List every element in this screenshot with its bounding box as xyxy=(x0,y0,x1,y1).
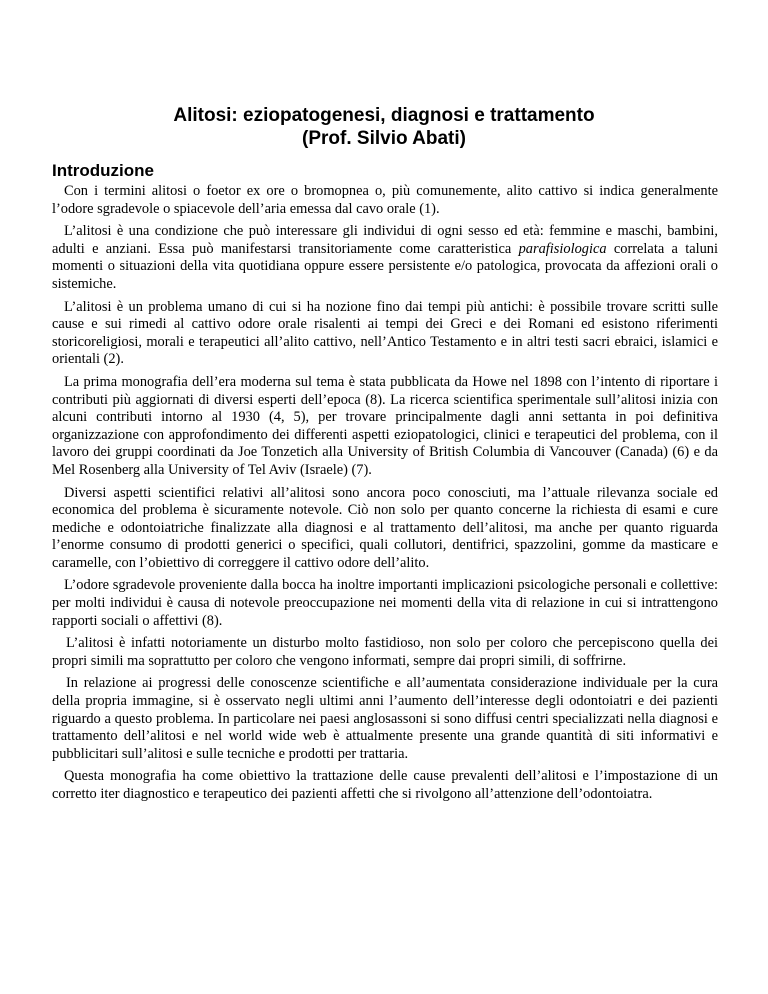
paragraph-5: Diversi aspetti scientifici relativi all’alitosi sono ancora poco conosciuti, ma l’attuale rilevanza sociale ed economica del problema è sicuramente notevole. Ciò non solo per quanto concerne la richiesta di esami e cure mediche e odontoiatriche finalizzate alla diagnosi e al trattamento dell’alitosi, ma anche per quanto riguarda l’enorme consumo di prodotti generici o specifici, quali collutori, dentifrici, spazzolini, gomme da masticare e caramelle, con l’obiettivo di correggere il cattivo odore dell’alito. xyxy=(52,484,718,571)
paragraph-2-part-1: L’alitosi è una condizione che può interessare gli individui di ogni sesso ed età: femmine e maschi, bambini, adulti e anziani. Essa può manifestarsi transitoriamente come caratteristica xyxy=(52,223,718,257)
paragraph-7: L’alitosi è infatti notoriamente un disturbo molto fastidioso, non solo per coloro che percepiscono quella dei propri simili ma soprattutto per coloro che vengono informati, sempre dai propri simili, di soffrirne. xyxy=(52,635,718,669)
paragraph-6: L’odore sgradevole proveniente dalla bocca ha inoltre importanti implicazioni psicologiche personali e collettive: per molti individui è causa di notevole preoccupazione nei momenti della vita di relazione in cui si intrattengono rapporti sociali o affettivi (8). xyxy=(52,577,718,629)
title-line-1: Alitosi: eziopatogenesi, diagnosi e trattamento xyxy=(173,105,595,126)
paragraph-3: L’alitosi è un problema umano di cui si ha nozione fino dai tempi più antichi: è possibile trovare scritti sulle cause e sui rimedi al cattivo odore orale risalenti ai tempi dei Greci e dei Romani ed esistono riferimenti storicoreligiosi, morali e terapeutici all’alito cattivo, nell’Antico Testamento e in altri testi sacri ebraici, islamici e orientali (2). xyxy=(52,298,718,368)
paragraph-9: Questa monografia ha come obiettivo la trattazione delle cause prevalenti dell’alitosi e l’impostazione di un corretto iter diagnostico e terapeutico dei pazienti affetti che si rivolgono all’attenzione dell’odontoiatra. xyxy=(52,768,718,802)
body-text xyxy=(52,183,718,809)
paragraph-2-part-2: correlata a taluni momenti o situazioni della vita quotidiana oppure essere persistente e/o patologica, provocata da affezioni orali o sistemiche. xyxy=(52,240,718,292)
paragraph-8: In relazione ai progressi delle conoscenze scientifiche e all’aumentata considerazione individuale per la cura della propria immagine, si è osservato negli ultimi anni l’aumento dell’interesse degli odontoiatri e dei pazienti riguardo a questo problema. In particolare nei paesi anglosassoni si sono diffusi centri specializzati nella diagnosi e trattamento dell’alitosi e nel world wide web è attualmente presente una grande quantità di siti informativi e pubblicitari sull’alitosi e sulle tecniche e prodotti per trattaria. xyxy=(52,675,718,762)
paragraph-1: Con i termini alitosi o foetor ex ore o bromopnea o, più comunemente, alito cattivo si indica generalmente l’odore sgradevole o spiacevole dell’aria emessa dal cavo orale (1). xyxy=(52,183,718,217)
document-title xyxy=(0,104,768,150)
paragraph-2-italic-term: parafisiologica xyxy=(518,240,607,257)
title-line-2: (Prof. Silvio Abati) xyxy=(302,128,466,149)
section-heading: Introduzione xyxy=(52,161,154,180)
paragraph-4: La prima monografia dell’era moderna sul tema è stata pubblicata da Howe nel 1898 con l’intento di riportare i contributi più aggiornati di diversi esperti dell’epoca (8). La ricerca scientifica sperimentale sull’alitosi inizia con alcuni contributi intorno al 1930 (4, 5), per trovare principalmente dagli anni settanta in poi definitiva organizzazione con approfondimento dei differenti aspetti eziopatologici, clinici e terapeutici del problema, con il lavoro dei gruppi coordinati da Joe Tonzetich alla University of British Columbia di Vancouver (Canada) (6) e da Mel Rosenberg alla University of Tel Aviv (Israele) (7). xyxy=(52,373,718,478)
paragraph-2 xyxy=(52,223,718,293)
